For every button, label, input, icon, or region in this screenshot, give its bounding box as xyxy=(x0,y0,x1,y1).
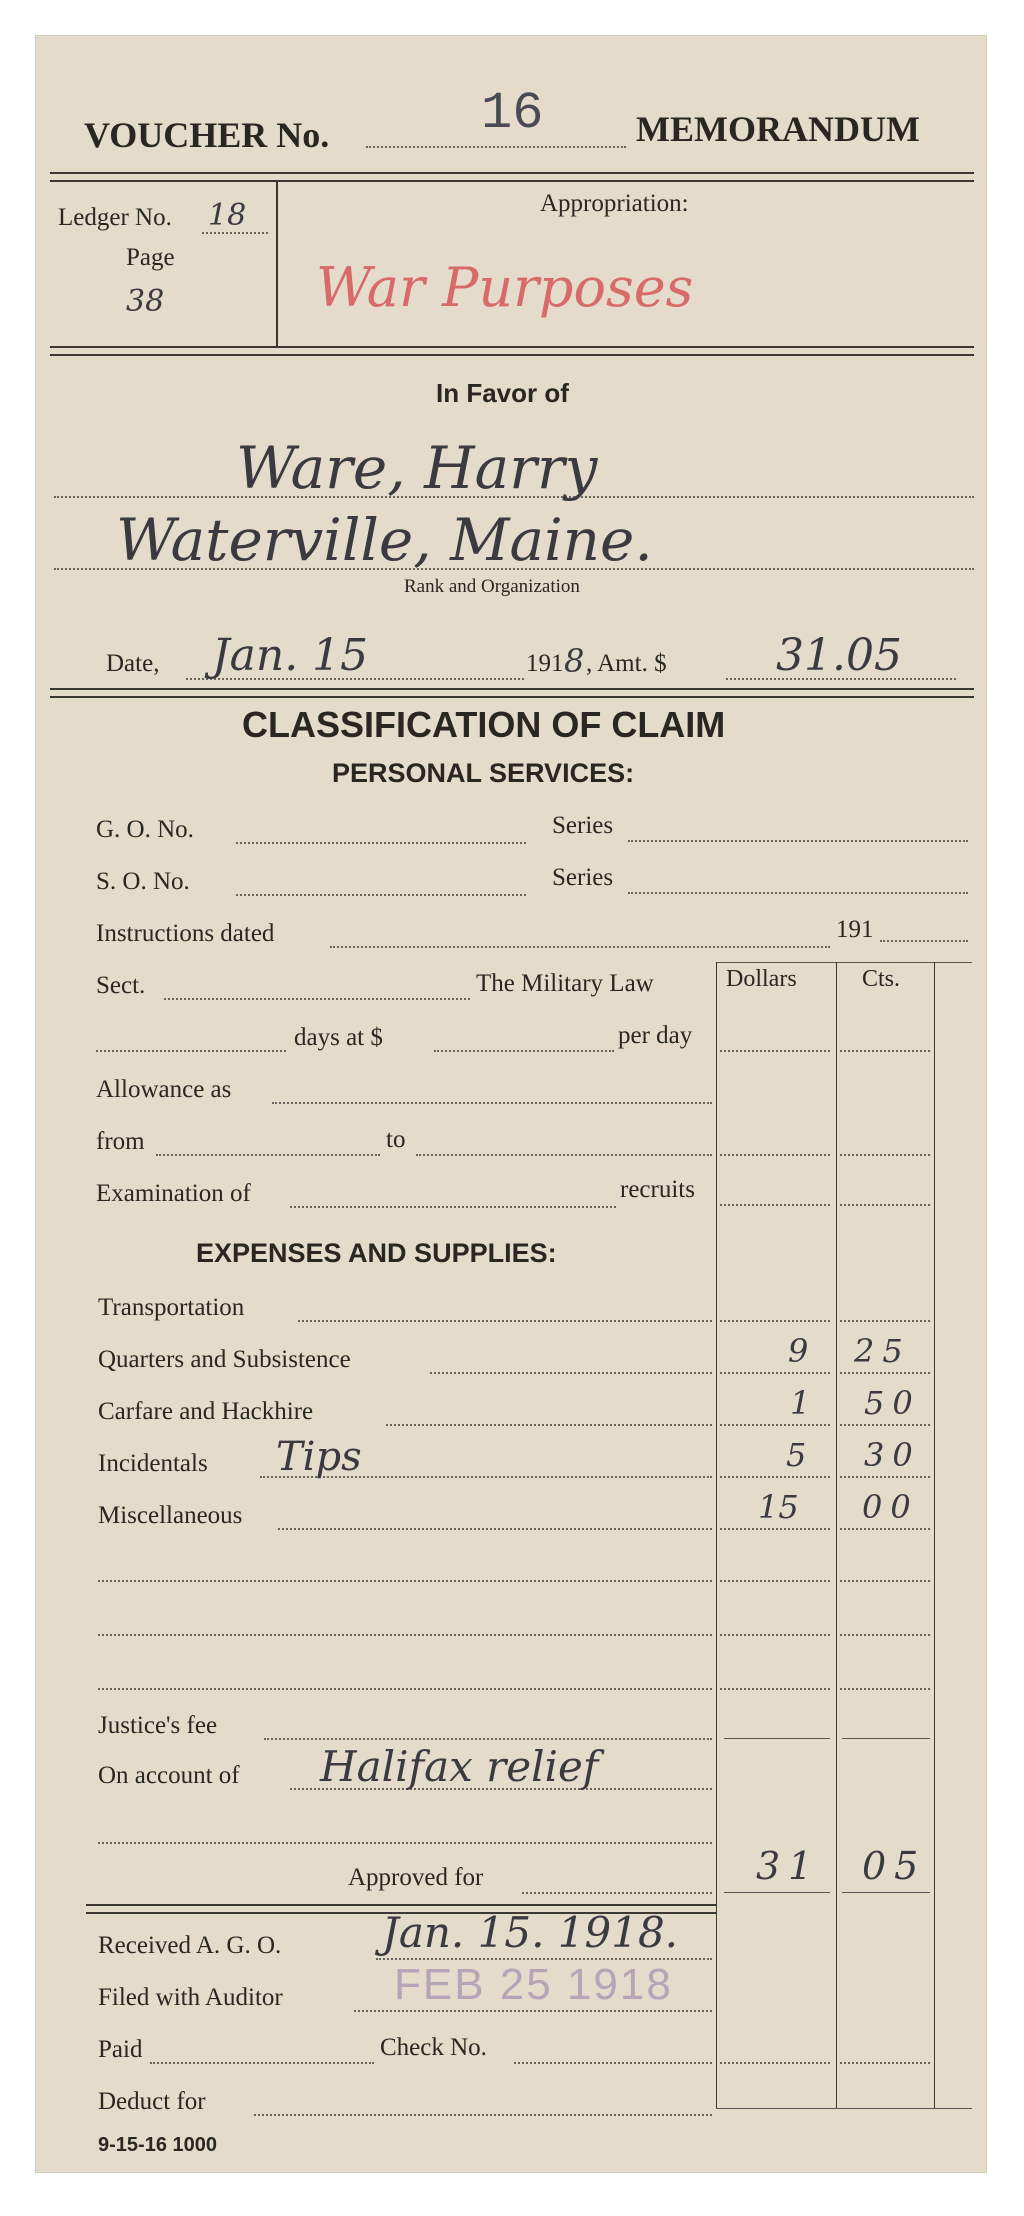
filed-label: Filed with Auditor xyxy=(98,1984,283,2011)
account-of-value: Halifax relief xyxy=(320,1742,599,1791)
miscellaneous-dollars: 15 xyxy=(758,1488,799,1526)
miscellaneous-cents: 00 xyxy=(862,1488,919,1526)
date-value: Jan. 15 xyxy=(212,630,369,681)
incidentals-label: Incidentals xyxy=(98,1450,208,1477)
cents-header: Cts. xyxy=(862,966,901,992)
page-label: Page xyxy=(126,244,175,271)
amount-label: , Amt. $ xyxy=(586,650,667,677)
received-label: Received A. G. O. xyxy=(98,1932,282,1959)
approved-for-label: Approved for xyxy=(348,1864,484,1891)
per-day-label: per day xyxy=(618,1022,693,1049)
personal-services-title: PERSONAL SERVICES: xyxy=(332,758,635,788)
appropriation-value: War Purposes xyxy=(316,256,694,319)
go-label: G. O. No. xyxy=(96,816,194,843)
approved-dollars: 31 xyxy=(756,1844,821,1888)
military-law-label: The Military Law xyxy=(476,970,654,997)
carfare-dollars: 1 xyxy=(790,1384,811,1422)
from-label: from xyxy=(96,1128,145,1155)
rank-label: Rank and Organization xyxy=(404,576,580,597)
account-of-label: On account of xyxy=(98,1762,240,1789)
instructions-year: 191 xyxy=(836,916,874,943)
quarters-dollars: 9 xyxy=(788,1332,809,1370)
quarters-label: Quarters and Subsistence xyxy=(98,1346,351,1373)
series-label-1: Series xyxy=(552,812,614,839)
appropriation-label: Appropriation: xyxy=(540,190,689,217)
incidentals-note: Tips xyxy=(276,1434,362,1480)
recruits-label: recruits xyxy=(620,1176,695,1203)
amount-value: 31.05 xyxy=(776,630,902,681)
instructions-label: Instructions dated xyxy=(96,920,275,947)
quarters-cents: 25 xyxy=(854,1332,911,1370)
expenses-title: EXPENSES AND SUPPLIES: xyxy=(196,1238,557,1268)
deduct-label: Deduct for xyxy=(98,2088,206,2115)
carfare-label: Carfare and Hackhire xyxy=(98,1398,314,1425)
voucher-form xyxy=(36,36,986,2172)
received-value: Jan. 15. 1918. xyxy=(382,1908,679,1957)
transportation-label: Transportation xyxy=(98,1294,245,1321)
voucher-number: 16 xyxy=(481,84,544,143)
date-label: Date, xyxy=(106,650,160,677)
sect-label: Sect. xyxy=(96,972,146,999)
received-stamp: FEB 25 1918 xyxy=(394,1960,673,2009)
so-label: S. O. No. xyxy=(96,868,190,895)
series-label-2: Series xyxy=(552,864,614,891)
ledger-label: Ledger No. xyxy=(58,204,172,231)
incidentals-cents: 30 xyxy=(864,1436,921,1474)
check-no-label: Check No. xyxy=(380,2034,487,2061)
carfare-cents: 50 xyxy=(864,1384,921,1422)
examination-label: Examination of xyxy=(96,1180,251,1207)
memorandum-label: MEMORANDUM xyxy=(636,109,920,149)
to-label: to xyxy=(386,1126,406,1153)
days-at-label: days at $ xyxy=(294,1024,383,1051)
payee-name: Ware, Harry xyxy=(236,434,598,502)
voucher-label: VOUCHER No. xyxy=(84,115,330,155)
payee-location: Waterville, Maine. xyxy=(116,506,653,574)
page-number: 38 xyxy=(126,284,165,319)
incidentals-dollars: 5 xyxy=(786,1436,807,1474)
in-favor-label: In Favor of xyxy=(436,378,569,408)
approved-cents: 05 xyxy=(862,1844,927,1888)
justice-fee-label: Justice's fee xyxy=(98,1712,218,1739)
year-prefix: 191 xyxy=(526,650,564,677)
ledger-number: 18 xyxy=(208,198,247,233)
classification-title: CLASSIFICATION OF CLAIM xyxy=(242,704,726,745)
miscellaneous-label: Miscellaneous xyxy=(98,1502,243,1529)
allowance-label: Allowance as xyxy=(96,1076,232,1103)
form-number: 9-15-16 1000 xyxy=(98,2134,217,2156)
year-suffix: 8 xyxy=(564,642,585,680)
paid-label: Paid xyxy=(98,2036,143,2063)
dollars-header: Dollars xyxy=(726,966,797,992)
